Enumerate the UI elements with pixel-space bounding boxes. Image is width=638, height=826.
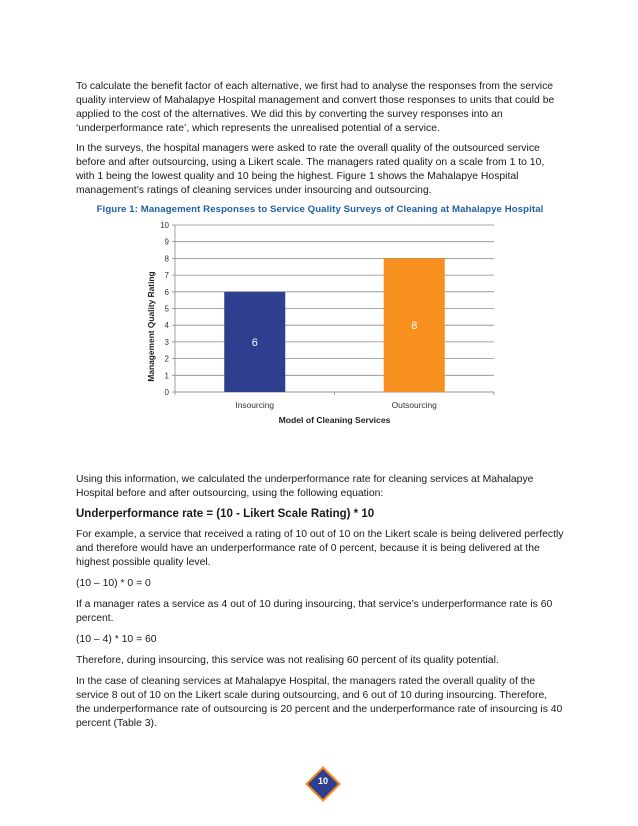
page-number-badge xyxy=(303,764,343,804)
x-category-label: Insourcing xyxy=(235,400,275,410)
paragraph-example: For example, a service that received a rating of 10 out of 10 on the Likert scale is being delivered perfectly and therefore would have an underperformance rate of 0 percent, because it is being delivered at the highest possible quality level. xyxy=(76,529,564,568)
x-axis-title: Model of Cleaning Services xyxy=(278,415,391,425)
document-page xyxy=(76,80,564,737)
y-tick-label: 0 xyxy=(164,388,169,397)
calculation-2: (10 – 4) * 10 = 60 xyxy=(76,634,157,645)
y-tick-label: 5 xyxy=(164,304,169,314)
bar-chart xyxy=(76,217,564,443)
figure-caption: Figure 1: Management Responses to Service Quality Surveys of Cleaning at Mahalapye Hospital xyxy=(96,204,544,215)
paragraph-therefore: Therefore, during insourcing, this service was not realising 60 percent of its quality potential. xyxy=(76,655,499,666)
x-category-label: Outsourcing xyxy=(391,400,437,410)
y-tick-label: 10 xyxy=(160,221,169,230)
paragraph-surveys: In the surveys, the hospital managers were asked to rate the overall quality of the outsourced service before and after outsourcing, using a Likert scale. The managers rated quality on a scale from 1 to 10, with 1 being the lowest quality and 10 being the highest. Figure 1 shows the Mahalapye Hospital management’s ratings of cleaning services under insourcing and outsourcing. xyxy=(76,143,545,196)
y-tick-label: 3 xyxy=(164,337,169,347)
y-tick-label: 2 xyxy=(164,354,169,364)
page-number: 10 xyxy=(317,776,328,786)
y-tick-label: 1 xyxy=(164,371,169,381)
y-tick-label: 4 xyxy=(164,321,169,331)
equation-heading: Underperformance rate = (10 - Likert Scale Rating) * 10 xyxy=(76,508,375,520)
y-tick-label: 6 xyxy=(164,287,169,297)
paragraph-using-info: Using this information, we calculated the underperformance rate for cleaning services at Mahalapye Hospital before and after outsourcing, using the following equation: xyxy=(76,474,534,499)
y-axis-title: Management Quality Rating xyxy=(146,271,156,382)
y-tick-label: 9 xyxy=(164,237,169,247)
paragraph-conclusion: In the case of cleaning services at Mahalapye Hospital, the managers rated the overall quality of the service 8 out of 10 on the Likert scale during outsourcing, and 6 out of 10 during insourcing. Therefore, the underperformance rate of outsourcing is 20 percent and the underperformance rate of insourcing is 40 percent (Table 3). xyxy=(76,676,563,729)
y-tick-label: 8 xyxy=(164,254,169,264)
paragraph-intro: To calculate the benefit factor of each alternative, we first had to analyse the responses from the service quality interview of Mahalapye Hospital management and convert those responses to units that could be applied to the cost of the alternatives. We did this by converting the survey responses into an ‘underperformance rate’, which represents the unrealised potential of a service. xyxy=(76,81,555,134)
chart-svg xyxy=(76,217,564,443)
paragraph-manager-rating: If a manager rates a service as 4 out of 10 during insourcing, that service’s underperformance rate is 60 percent. xyxy=(76,599,553,624)
y-tick-label: 7 xyxy=(164,271,169,281)
calculation-1: (10 – 10) * 0 = 0 xyxy=(76,578,151,589)
bar-data-label: 6 xyxy=(251,336,258,349)
bar-data-label: 8 xyxy=(411,320,418,333)
